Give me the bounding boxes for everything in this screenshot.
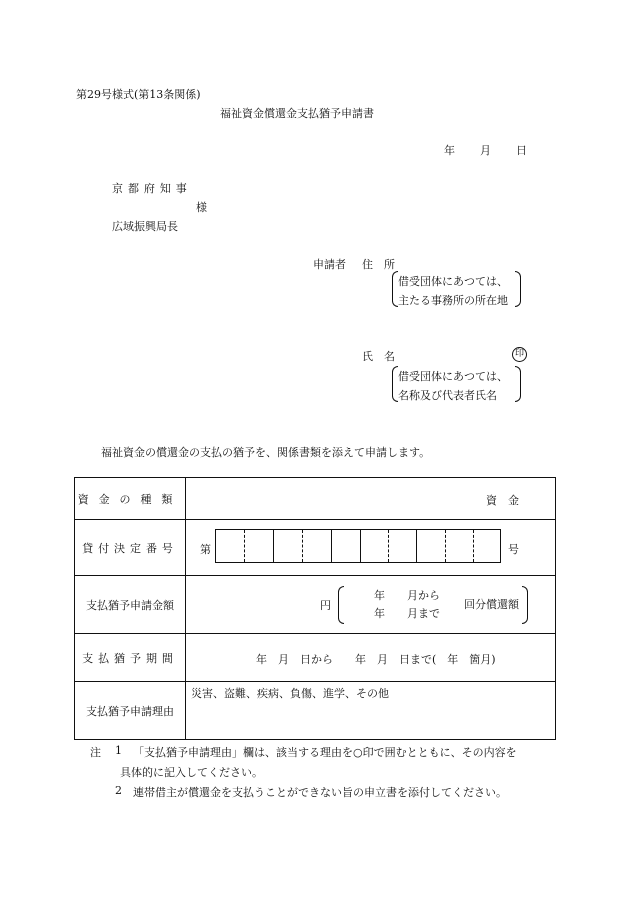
digit-divider: [244, 530, 245, 562]
amount-bracket-left: [338, 586, 344, 624]
seal-mark-icon: 印: [512, 347, 527, 362]
application-table: [74, 477, 556, 740]
amount-yen: 円: [320, 599, 331, 612]
digit-divider: [360, 530, 361, 562]
loan-number-digit-box[interactable]: [215, 529, 501, 563]
digit-divider: [473, 530, 474, 562]
date-day: 日: [516, 144, 527, 157]
note-1-line-2: 具体的に記入してください。: [120, 766, 263, 779]
addressee-bureau: 広域振興局長: [112, 220, 178, 233]
date-month: 月: [480, 144, 491, 157]
digit-divider: [445, 530, 446, 562]
name-note-2: 名称及び代表者氏名: [398, 389, 497, 402]
loan-number-suffix: 号: [508, 543, 519, 556]
label-deferral-period: 支払猶予期間: [75, 634, 186, 682]
fund-type-suffix: 資 金: [486, 494, 519, 507]
row-deferral-period: [75, 634, 556, 682]
row-deferral-reason: [75, 682, 556, 740]
digit-divider: [388, 530, 389, 562]
applicant-label: 申請者: [313, 258, 346, 271]
address-note-1: 借受団体にあつては、: [398, 275, 508, 288]
deferral-amount-field[interactable]: [186, 576, 556, 634]
note-1-number: 1: [115, 744, 122, 757]
amount-installments: 回分償還額: [464, 598, 519, 611]
form-number: 第29号様式(第13条関係): [76, 88, 201, 101]
label-fund-type: 資金の種類: [75, 478, 186, 520]
name-label: 氏 名: [362, 350, 395, 363]
digit-divider: [302, 530, 303, 562]
addressee-sama: 様: [196, 201, 207, 214]
note-2-text: 連帯借主が償還金を支払うことができない旨の申立書を添付してください。: [133, 786, 507, 799]
deferral-period-value: 年 月 日から 年 月 日まで( 年 箇月): [256, 653, 496, 666]
label-loan-number: 貸付決定番号: [75, 520, 186, 576]
note-1-line-1: 「支払猶予申請理由」欄は、該当する理由を○印で囲むとともに、その内容を: [133, 746, 517, 759]
notes-heading: 注: [90, 746, 101, 759]
digit-divider: [331, 530, 332, 562]
address-note-2: 主たる事務所の所在地: [398, 294, 508, 307]
row-fund-type: [75, 478, 556, 520]
label-deferral-amount: 支払猶予申請金額: [75, 576, 186, 634]
amount-to: 年 月まで: [374, 607, 440, 620]
loan-number-prefix: 第: [200, 543, 211, 556]
note-2-number: 2: [115, 784, 122, 797]
row-deferral-amount: [75, 576, 556, 634]
fund-type-field[interactable]: [186, 478, 556, 520]
address-bracket-right: [515, 271, 521, 307]
name-bracket-right: [515, 366, 521, 402]
name-note-1: 借受団体にあつては、: [398, 370, 508, 383]
digit-divider: [273, 530, 274, 562]
label-deferral-reason: 支払猶予申請理由: [75, 682, 186, 740]
application-statement: 福祉資金の償還金の支払の猶予を、関係書類を添えて申請します。: [101, 446, 431, 459]
digit-divider: [416, 530, 417, 562]
deferral-period-field[interactable]: [186, 634, 556, 682]
amount-from: 年 月から: [374, 589, 440, 602]
address-label: 住 所: [362, 258, 395, 271]
deferral-reason-options: 災害、盗難、疾病、負傷、進学、その他: [191, 687, 389, 700]
addressee-governor: 京都府知事: [112, 182, 192, 195]
deferral-reason-field[interactable]: [186, 682, 556, 740]
date-year: 年: [444, 144, 455, 157]
amount-bracket-right: [522, 586, 528, 624]
page-title: 福祉資金償還金支払猶予申請書: [220, 107, 374, 120]
